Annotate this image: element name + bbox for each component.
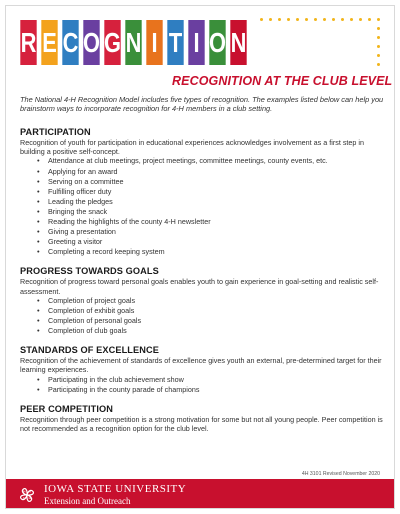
decorative-dot bbox=[296, 18, 299, 21]
title-letter-tile: N bbox=[230, 20, 246, 65]
list-item: • Greeting a visitor bbox=[48, 237, 384, 247]
section-title: PEER COMPETITION bbox=[20, 403, 113, 414]
list-item: • Completion of personal goals bbox=[48, 316, 384, 326]
list-item: • Participating in the club achievement show bbox=[48, 375, 384, 385]
section bbox=[20, 345, 384, 395]
decorative-dot bbox=[359, 18, 362, 21]
list-item: • Participating in the county parade of champions bbox=[48, 385, 384, 395]
title-letter-tile: T bbox=[167, 20, 183, 65]
intro-paragraph: The National 4-H Recognition Model includes five types of recognition. The examples listed below can help you brainstorm ways to incorporate recognition for 4-H members in a club setting. bbox=[20, 95, 384, 114]
title-letter-tile: N bbox=[125, 20, 141, 65]
decorative-dot bbox=[323, 18, 326, 21]
list-item: • Leading the pledges bbox=[48, 197, 384, 207]
title-letter-tile: I bbox=[188, 20, 204, 65]
section bbox=[20, 266, 384, 336]
bullet-list bbox=[20, 156, 384, 257]
list-item: • Attendance at club meetings, project meetings, committee meetings, county events, etc. bbox=[48, 156, 384, 166]
list-item: • Completion of project goals bbox=[48, 296, 384, 306]
recognition-title bbox=[19, 20, 248, 65]
list-item: • Completion of club goals bbox=[48, 326, 384, 336]
section-body: Recognition of progress toward personal goals enables youth to gain experience in goal-setting and realistic self-assessment. bbox=[20, 277, 379, 296]
decorative-dot bbox=[377, 63, 380, 66]
footer-bar bbox=[6, 479, 394, 509]
title-letter-tile: O bbox=[83, 20, 99, 65]
decorative-dot bbox=[377, 54, 380, 57]
decorative-dot bbox=[260, 18, 263, 21]
university-unit: Extension and Outreach bbox=[44, 496, 131, 506]
document-page bbox=[5, 5, 395, 509]
bullet-list bbox=[20, 296, 384, 336]
decorative-dot bbox=[278, 18, 281, 21]
section-title: PARTICIPATION bbox=[20, 127, 91, 137]
list-item: • Serving on a committee bbox=[48, 177, 384, 187]
document-id: 4H 3101 Revised November 2020 bbox=[301, 471, 380, 477]
svg-text:H: H bbox=[28, 489, 31, 494]
bullet-list bbox=[20, 375, 384, 395]
section bbox=[20, 127, 384, 257]
list-item: • Reading the highlights of the county 4-H newsletter bbox=[48, 217, 384, 227]
decorative-dot bbox=[305, 18, 308, 21]
svg-text:H: H bbox=[23, 489, 26, 494]
university-name: IOWA STATE UNIVERSITY bbox=[44, 483, 187, 495]
section-title: PROGRESS TOWARDS GOALS bbox=[20, 266, 159, 277]
list-item: • Bringing the snack bbox=[48, 207, 384, 217]
decorative-dot bbox=[350, 18, 353, 21]
decorative-dot bbox=[341, 18, 344, 21]
section bbox=[20, 404, 384, 433]
svg-text:H: H bbox=[28, 495, 31, 500]
decorative-dot bbox=[377, 45, 380, 48]
section-body: Recognition through peer competition is a strong motivation for some but not all young people. Peer competition is not recommended as a recognition option for the club level. bbox=[20, 414, 383, 433]
decorative-dot bbox=[368, 18, 371, 21]
decorative-dot bbox=[269, 18, 272, 21]
content-sections bbox=[20, 127, 384, 442]
section-title: STANDARDS OF EXCELLENCE bbox=[20, 345, 159, 356]
decorative-dot bbox=[287, 18, 290, 21]
title-letter-tile: E bbox=[41, 20, 57, 65]
section-body: Recognition of the achievement of standards of excellence gives youth an external, pre-determined target for their learning experiences. bbox=[20, 356, 382, 375]
list-item: • Fulfilling officer duty bbox=[48, 187, 384, 197]
title-letter-tile: G bbox=[104, 20, 120, 65]
list-item: • Completion of exhibit goals bbox=[48, 306, 384, 316]
decorative-dot bbox=[377, 27, 380, 30]
svg-text:H: H bbox=[23, 495, 26, 500]
decorative-dot bbox=[377, 18, 380, 21]
title-letter-tile: I bbox=[146, 20, 162, 65]
decorative-dot bbox=[377, 36, 380, 39]
section-body: Recognition of youth for participation in educational experiences acknowledges involvement as a first step in building a positive self-concept. bbox=[20, 138, 364, 157]
title-letter-tile: O bbox=[209, 20, 225, 65]
decorative-dot bbox=[314, 18, 317, 21]
title-letter-tile: C bbox=[62, 20, 78, 65]
title-letter-tile: R bbox=[20, 20, 36, 65]
list-item: • Applying for an award bbox=[48, 167, 384, 177]
page-subtitle: RECOGNITION AT THE CLUB LEVEL bbox=[172, 74, 393, 88]
list-item: • Completing a record keeping system bbox=[48, 247, 384, 257]
4h-clover-icon bbox=[17, 485, 37, 505]
list-item: • Giving a presentation bbox=[48, 227, 384, 237]
decorative-dot bbox=[332, 18, 335, 21]
